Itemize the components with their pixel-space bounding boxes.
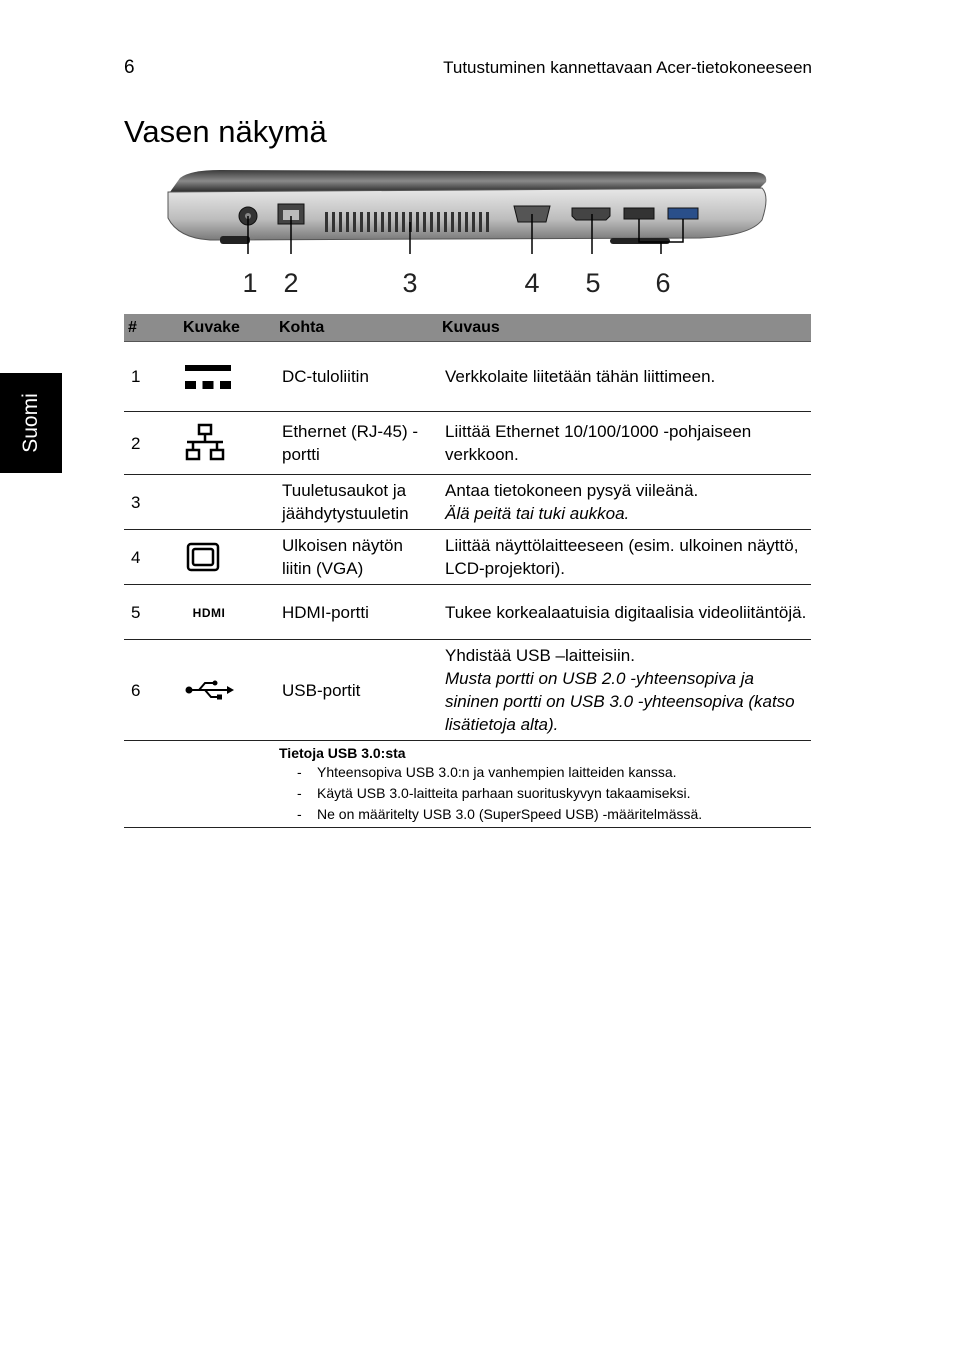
vga-icon (183, 542, 223, 572)
empty-cell (179, 741, 275, 828)
table-row (124, 585, 811, 640)
description-text: Liittää näyttölaitteeseen (esim. ulkoinen näyttö, LCD-projektori). (445, 536, 799, 578)
row-item: Ethernet (RJ-45) - portti (275, 412, 438, 475)
table-row (124, 530, 811, 585)
dc-power-icon (183, 363, 233, 391)
column-header-icon: Kuvake (179, 314, 275, 342)
row-description (438, 640, 811, 741)
row-icon-cell (179, 640, 275, 741)
column-header-item: Kohta (275, 314, 438, 342)
page-title: Vasen näkymä (124, 114, 327, 149)
column-header-num: # (124, 314, 179, 342)
hdmi-icon (183, 606, 235, 620)
foot (220, 236, 250, 244)
callout-4: 4 (524, 268, 540, 298)
callout-6: 6 (655, 268, 671, 298)
usb-note-row (124, 741, 811, 828)
callout-1: 1 (242, 268, 258, 298)
usb-note-title: Tietoja USB 3.0:sta (279, 744, 406, 761)
row-icon-cell (179, 412, 275, 475)
row-number: 2 (124, 412, 179, 475)
usb-note-cell (275, 741, 811, 828)
usb-icon (183, 678, 235, 702)
row-number: 1 (124, 342, 179, 412)
language-side-tab (0, 373, 62, 473)
hdmi-logo-text: HDMI (192, 606, 226, 621)
list-item: - Yhteensopiva USB 3.0:n ja vanhempien laitteiden kanssa. (279, 762, 807, 783)
row-number: 5 (124, 585, 179, 640)
laptop-side-drawing (140, 158, 790, 268)
description-note: Musta portti on USB 2.0 -yhteensopiva ja sininen portti on USB 3.0 -yhteensopiva (katso lisätietoja alta). (445, 669, 795, 734)
row-description (438, 412, 811, 475)
row-icon-cell (179, 475, 275, 530)
row-icon-cell (179, 342, 275, 412)
running-header: Tutustuminen kannettavaan Acer-tietokoneeseen (443, 58, 812, 77)
hdmi-port (572, 208, 610, 220)
ports-table (124, 314, 811, 828)
side-tab-label: Suomi (19, 393, 42, 453)
row-description (438, 342, 811, 412)
description-text: Tukee korkealaatuisia digitaalisia videoliitäntöjä. (445, 602, 807, 622)
usb-port-black (624, 208, 654, 219)
description-text: Verkkolaite liitetään tähän liittimeen. (445, 367, 716, 386)
row-item: DC-tuloliitin (275, 342, 438, 412)
list-item: - Ne on määritelty USB 3.0 (SuperSpeed USB) -määritelmässä. (279, 804, 807, 825)
description-text: Antaa tietokoneen pysyä viileänä. (445, 481, 699, 500)
row-number: 4 (124, 530, 179, 585)
description-text: Yhdistää USB –laitteisiin. (445, 646, 635, 665)
description-note: Älä peitä tai tuki aukkoa. (445, 504, 630, 523)
table-header-row (124, 314, 811, 342)
row-item: USB-portit (275, 640, 438, 741)
description-text: Liittää Ethernet 10/100/1000 -pohjaiseen verkkoon. (445, 422, 752, 464)
row-description (438, 530, 811, 585)
row-number: 3 (124, 475, 179, 530)
list-item: - Käytä USB 3.0-laitteita parhaan suorituskyvyn takaamiseksi. (279, 783, 807, 804)
row-item: Tuuletusaukot ja jäähdytystuuletin (275, 475, 438, 530)
usb-port-blue (668, 208, 698, 219)
row-item: HDMI-portti (275, 585, 438, 640)
page-number: 6 (124, 57, 135, 78)
table-row (124, 475, 811, 530)
row-icon-cell (179, 530, 275, 585)
row-description (438, 585, 811, 640)
table-row (124, 640, 811, 741)
row-item: Ulkoisen näytön liitin (VGA) (275, 530, 438, 585)
callout-3: 3 (402, 268, 418, 298)
callout-2: 2 (283, 268, 299, 298)
usb-note-list (279, 762, 807, 825)
row-description (438, 475, 811, 530)
table-row (124, 342, 811, 412)
table-row (124, 412, 811, 475)
empty-cell (124, 741, 179, 828)
row-number: 6 (124, 640, 179, 741)
column-header-description: Kuvaus (438, 314, 811, 342)
ethernet-icon (183, 423, 227, 463)
callout-5: 5 (585, 268, 601, 298)
row-icon-cell (179, 585, 275, 640)
